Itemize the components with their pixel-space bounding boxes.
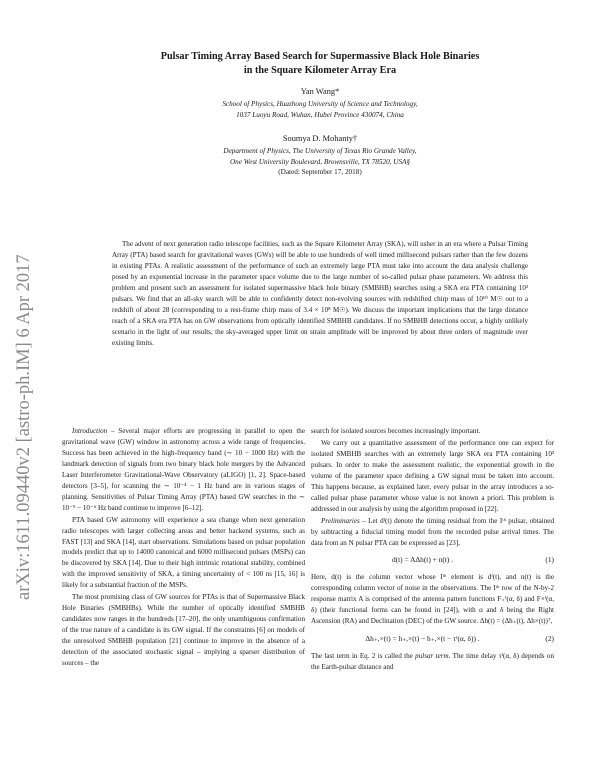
abstract <box>112 239 528 349</box>
equation-1 <box>311 553 554 567</box>
author-1-affiliation-line-1: School of Physics, Huazhong University of Science and Technology, <box>222 100 418 108</box>
sea-change-paragraph: PTA based GW astronomy will experience a sea change when next generation radio telescopes with larger collecting areas and better backend systems, such as FAST [13] and SKA [14], start observations. Simulations based on pulsar population models predict that up to 14000 canonical and 6000 millisecond pulsars (MSPs) can be discovered by SKA [14]. Due to their high intrinsic rotational stability, combined with the improved sensitivity of SKA, a timing uncertainty of < 100 ns [15, 16] is likely for a substantial fraction of the MSPs. <box>62 515 305 590</box>
equation-2 <box>311 632 554 646</box>
equation-2-body: Δh₊,×(t) = h₊,×(t) − h₊,×(t − τᴵ(α, δ)) . <box>365 633 480 643</box>
title-line-1: Pulsar Timing Array Based Search for Supermassive Black Hole Binaries <box>160 51 480 62</box>
author-1-affiliation-line-2: 1037 Luoyu Road, Wuhan, Hubei Province 430074, China <box>236 111 404 119</box>
date-line: (Dated: September 17, 2018) <box>278 168 362 176</box>
intro-text: – Several major efforts are progressing in parallel to open the gravitational wave (GW) window in astronomy across a wide range of frequencies. Success has been achieved in the high-frequency band (∼ 10 − 1000 Hz) with the landmark detection of signals from two binary black hole mergers by the Advanced Laser Interferometer Gravitational-Wave Observatory (aLIGO) [1, 2]. Space-based detectors [3–5], for scanning the ∼ 10⁻⁴ − 1 Hz band are in various stages of planning. Sensitivities of Pulsar Timing Array (PTA) based GW searches in the ∼ 10⁻⁹ − 10⁻⁶ Hz band continue to improve [6–12]. <box>62 427 305 512</box>
pulsar-term-text-b: . The time delay τᴵ(α, δ) depends on the Earth-pulsar distance and <box>311 652 554 672</box>
equation-2-number: (2) <box>545 633 554 643</box>
author-2-affiliation-line-1: Department of Physics, The University of Texas Rio Grande Valley, <box>223 147 417 155</box>
preliminaries-label: Preliminaries <box>321 516 360 525</box>
continued-paragraph: search for isolated sources becomes increasingly important. <box>311 427 481 435</box>
preliminaries-text: – Let dᴵ(t) denote the timing residual from the Iᵗʰ pulsar, obtained by subtracting a fiducial timing model from the recorded pulse arrival times. The data from an N pulsar PTA can be expressed as [23], <box>311 516 554 547</box>
author-1-name: Yan Wang* <box>300 87 340 96</box>
arxiv-stamp: arXiv:1611.09440v2 [astro-ph.IM] 6 Apr 2017 <box>14 254 34 600</box>
intro-paragraph <box>62 426 305 514</box>
author-2-affiliation-line-2: One West University Boulevard, Brownsville, TX 78520, USA§ <box>229 158 411 166</box>
response-matrix-paragraph: Here, d(t) is the column vector whose Iᵗʰ element is dᴵ(t), and n(t) is the corresponding column vector of noise in the observations. The Iᵗʰ row of the N-by-2 response matrix A is comprised of the antenna pattern functions F₊ᴵ(α, δ) and F×ᴵ(α, δ) (their functional forms can be found in [24]), with α and δ being the Right Ascension (RA) and Declination (DEC) of the GW source. Δh(t) = (Δh₊(t), Δh×(t))ᵀ, <box>311 573 554 626</box>
right-column <box>311 426 554 674</box>
preliminaries-paragraph <box>311 516 554 549</box>
pulsar-term-text-a: The last term in Eq. 2 is called the <box>311 652 416 661</box>
assessment-paragraph: We carry out a quantitative assessment of the performance one can expect for isolated SMBHB searches with an extremely large SKA era PTA containing 10³ pulsars. In order to make the assessment realistic, the exponential growth in the volume of the parameter space defining a GW signal must be taken into account. This happens because, as explained later, every pulsar in the array introduces a so-called pulsar phase parameter whose value is not known a priori. This problem is addressed in our analysis by using the algorithm proposed in [22]. <box>311 438 554 513</box>
left-column <box>62 426 305 670</box>
pulsar-term-paragraph <box>311 651 554 673</box>
smbhb-paragraph: The most promising class of GW sources for PTAs is that of Supermassive Black Hole Binaries (SMBHBs). While the number of optically identified SMBHB candidates now ranges in the hundreds [17–20], the only unambiguous confirmation of the true nature of a candidate is its GW signal. If the constraints [6] on models of the unresolved SMBHB population [21] continue to improve in the absence of a detection of the associated stochastic signal – implying a sparser distribution of sources – the <box>62 593 305 668</box>
pulsar-term-emphasis: pulsar term <box>415 652 449 661</box>
title-line-2: in the Square Kilometer Array Era <box>243 65 397 76</box>
intro-label: Introduction <box>72 427 108 435</box>
author-2-name: Soumya D. Mohanty† <box>282 134 358 143</box>
abstract-text: The advent of next generation radio telescope facilities, such as the Square Kilometer Array (SKA), will usher in an era where a Pulsar Timing Array (PTA) based search for gravitational waves (GWs) will be able to use hundreds of well timed millisecond pulsars rather than the few dozens in existing PTAs. A realistic assessment of the performance of such an extremely large PTA must take into account the data analysis challenge posed by an exponential increase in the parameter space volume due to the large number of so-called pulsar phase parameters. We address this problem and present such an assessment for isolated supermassive black hole binary (SMBHB) searches using a SKA era PTA containing 10³ pulsars. We find that an all-sky search will be able to confidently detect non-evolving sources with redshifted chirp mass of 10¹⁰ M☉ out to a redshift of about 28 (corresponding to a rest-frame chirp mass of 3.4 × 10⁸ M☉). We discuss the important implications that the large distance reach of a SKA era PTA has on GW observations from optically identified SMBHB candidates. If no SMBHB detections occur, a highly unlikely scenario in the light of our results, the sky-averaged upper limit on strain amplitude will be improved by about three orders of magnitude over existing limits. <box>112 240 528 348</box>
paper-title <box>60 50 580 78</box>
equation-1-body: d(t) = AΔh(t) + n(t) . <box>391 555 454 564</box>
equation-1-number: (1) <box>545 555 554 564</box>
